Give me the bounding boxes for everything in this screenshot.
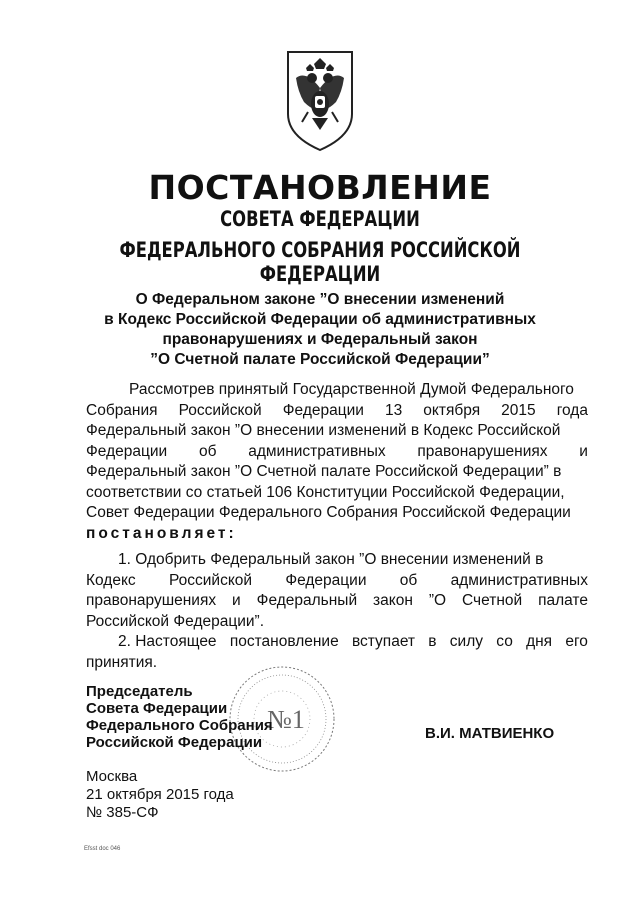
subject-line: О Федеральном законе ”О внесении изменений — [135, 291, 505, 308]
preamble-paragraph — [86, 380, 588, 544]
coat-of-arms-emblem — [284, 48, 356, 154]
item-1-line: правонарушениях и Федеральный закон ”О Счетной палате — [86, 592, 588, 609]
subject-line: ”О Счетной палате Российской Федерации” — [150, 351, 490, 368]
preamble-line: Федерации об административных правонарушениях и — [86, 442, 588, 460]
decree-word: постановляет: — [86, 524, 237, 542]
signer-position: Председатель Совета Федерации Федерального Собрания Российской Федерации — [86, 683, 273, 751]
footer-code: Efsst doc 046 — [84, 846, 121, 852]
preamble-line: Совет Федерации Федерального Собрания Российской Федерации — [86, 504, 571, 521]
item-1-line: 1. Одобрить Федеральный закон ”О внесении изменений в — [118, 551, 544, 568]
document-title: ПОСТАНОВЛЕНИЕ — [148, 168, 492, 207]
preamble-line: соответствии со статьей 106 Конституции Российской Федерации, — [86, 483, 565, 501]
preamble-line: Рассмотрев принятый Государственной Думой Федерального — [129, 381, 574, 398]
signer-name: В.И. МАТВИЕНКО — [425, 725, 555, 742]
preamble-line: Федеральный закон ”О внесении изменений в Кодекс Российской — [86, 422, 561, 439]
place-date-number — [86, 768, 234, 822]
item-2-line: принятия. — [86, 653, 158, 671]
subject-line: в Кодекс Российской Федерации об административных — [104, 311, 536, 328]
item-2-line: 2. Настоящее постановление вступает в силу со дня его — [118, 633, 588, 650]
resolution-subject — [80, 290, 560, 370]
subject-line: правонарушениях и Федеральный закон — [162, 331, 478, 348]
preamble-line: Собрания Российской Федерации 13 октября 2015 года — [86, 401, 588, 419]
document-subtitle-assembly: ФЕДЕРАЛЬНОГО СОБРАНИЯ РОССИЙСКОЙ ФЕДЕРАЦИИ — [119, 238, 521, 286]
stamp-number: №1 — [267, 705, 305, 734]
item-1-line: Кодекс Российской Федерации об административных — [86, 571, 588, 589]
document-subtitle-council: СОВЕТА ФЕДЕРАЦИИ — [220, 207, 420, 231]
city: Москва — [86, 768, 138, 785]
resolution-number: № 385-СФ — [86, 804, 159, 821]
preamble-line: Федеральный закон ”О Счетной палате Российской Федерации” в — [86, 463, 562, 480]
resolution-items — [86, 550, 588, 673]
date: 21 октября 2015 года — [86, 786, 234, 803]
item-1-line: Российской Федерации”. — [86, 612, 265, 630]
